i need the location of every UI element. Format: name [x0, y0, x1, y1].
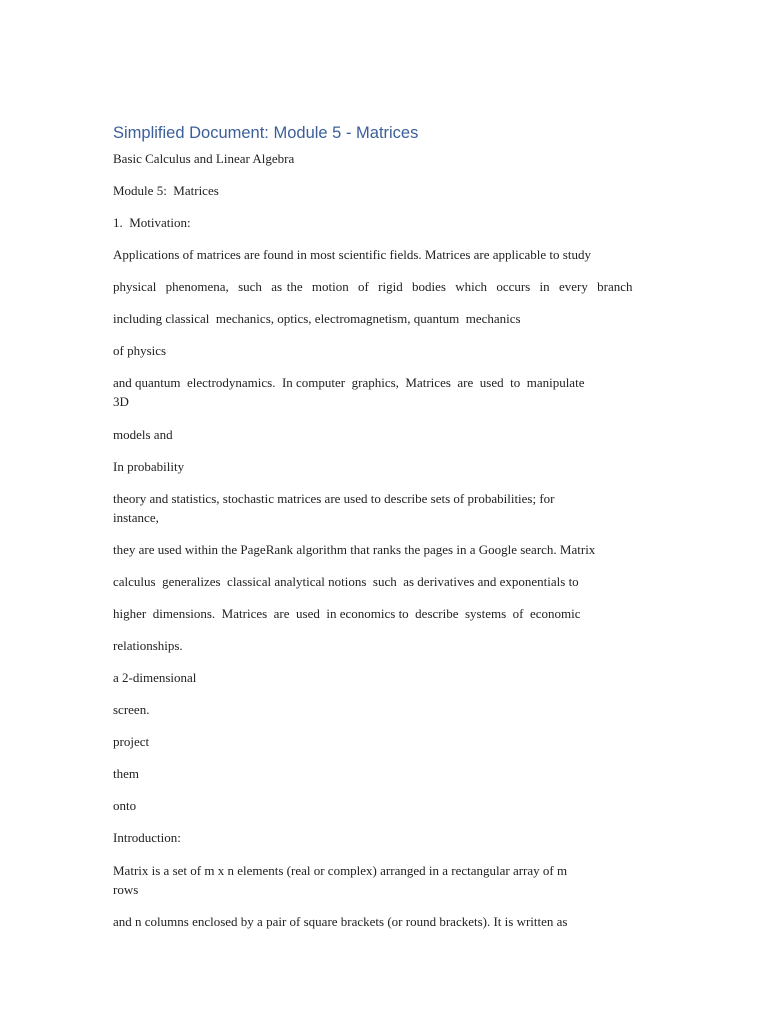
document-subtitle: Basic Calculus and Linear Algebra: [113, 151, 295, 166]
text-line: rows: [113, 882, 139, 897]
module-heading: Module 5: Matrices: [113, 183, 219, 198]
text-line: them: [113, 766, 139, 781]
text-line: a 2-dimensional: [113, 670, 197, 685]
section-heading-introduction: Introduction:: [113, 830, 181, 845]
text-line: they are used within the PageRank algorithm that ranks the pages in a Google search. Matrix: [113, 542, 596, 557]
text-line: screen.: [113, 702, 150, 717]
text-line: instance,: [113, 510, 159, 525]
text-line: relationships.: [113, 638, 183, 653]
text-line: models and: [113, 427, 173, 442]
text-line: and quantum electrodynamics. In computer graphics, Matrices are used to manipulate: [113, 375, 585, 390]
text-line: In probability: [113, 459, 185, 474]
document-title: Simplified Document: Module 5 - Matrices: [113, 124, 419, 142]
text-line: onto: [113, 798, 137, 813]
text-line: project: [113, 734, 150, 749]
text-line: theory and statistics, stochastic matrices are used to describe sets of probabilities; for: [113, 491, 555, 506]
text-line: higher dimensions. Matrices are used in economics to describe systems of economic: [113, 606, 581, 621]
text-line: Applications of matrices are found in most scientific fields. Matrices are applicable to study: [113, 247, 591, 262]
text-line: physical phenomena, such as the motion of rigid bodies which occurs in every branch: [113, 279, 633, 294]
text-line: of physics: [113, 343, 167, 358]
section-heading-motivation: 1. Motivation:: [113, 215, 191, 230]
text-line: calculus generalizes classical analytical notions such as derivatives and exponentials to: [113, 574, 579, 589]
text-line: 3D: [113, 394, 129, 409]
text-line: and n columns enclosed by a pair of square brackets (or round brackets). It is written as: [113, 914, 568, 929]
text-line: including classical mechanics, optics, electromagnetism, quantum mechanics: [113, 311, 521, 326]
text-line: Matrix is a set of m x n elements (real or complex) arranged in a rectangular array of m: [113, 863, 568, 878]
